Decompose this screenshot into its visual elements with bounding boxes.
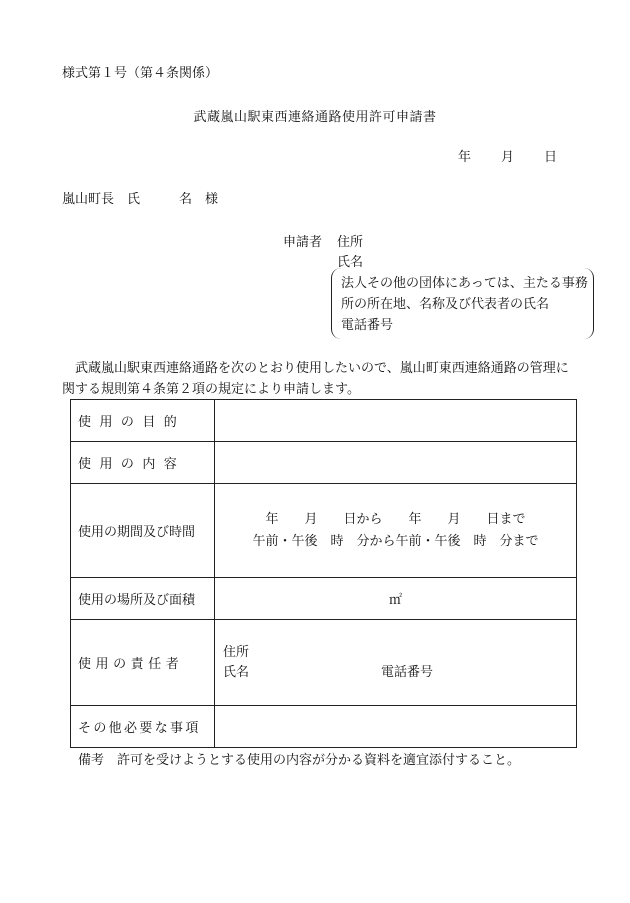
- content-label: 使用の内容: [71, 441, 215, 483]
- date-day: 日: [544, 150, 558, 165]
- date-month: 月: [501, 150, 515, 165]
- period-date-line: 年 月 日から 年 月 日まで: [265, 511, 526, 527]
- applicant-name-label: 氏名: [337, 255, 364, 270]
- responsible-name-label: 氏名: [223, 664, 250, 680]
- remarks-note: 備考 許可を受けようとする使用の内容が分かる資料を適宜添付すること。: [78, 753, 521, 768]
- applicant-address-label: 住所: [337, 235, 364, 250]
- responsible-address-label: 住所: [223, 644, 250, 660]
- intro-paragraph: 武蔵嵐山駅東西連絡通路を次のとおり使用したいので、嵐山町東西連絡通路の管理に関する規則第４条第２項の規定により申請します。: [62, 361, 569, 397]
- applicant-label: 申請者: [283, 235, 323, 250]
- table-row-other: [71, 706, 577, 748]
- table-row-period: [71, 483, 577, 577]
- table-row-content: [71, 441, 577, 483]
- period-field[interactable]: [215, 483, 577, 577]
- corporate-note-block: [341, 273, 591, 336]
- date-line: [458, 150, 557, 166]
- applicant-phone-label: 電話番号: [341, 318, 394, 333]
- period-time-line: 午前・午後 時 分から午前・午後 時 分まで: [252, 533, 539, 549]
- other-field[interactable]: [215, 706, 577, 748]
- place-label: 使用の場所及び面積: [71, 578, 215, 620]
- responsible-label: 使用の責任者: [71, 620, 215, 706]
- content-field[interactable]: [215, 441, 577, 483]
- purpose-label: 使用の目的: [71, 400, 215, 442]
- period-label: 使用の期間及び時間: [71, 483, 215, 577]
- place-field[interactable]: [215, 578, 577, 620]
- document-title: 武蔵嵐山駅東西連絡通路使用許可申請書: [193, 110, 437, 125]
- corporate-note: 法人その他の団体にあっては、主たる事務所の所在地、名称及び代表者の氏名: [341, 276, 588, 312]
- table-row-purpose: [71, 400, 577, 442]
- responsible-phone-label: 電話番号: [381, 664, 434, 680]
- responsible-name-row: [223, 663, 576, 683]
- purpose-field[interactable]: [215, 400, 577, 442]
- addressee: 嵐山町長 氏 名 様: [62, 192, 219, 207]
- table-row-responsible: [71, 620, 577, 706]
- date-year: 年: [458, 150, 472, 165]
- area-unit: ㎡: [388, 593, 402, 609]
- application-table: [70, 399, 577, 748]
- form-number: 様式第１号（第４条関係）: [62, 66, 219, 81]
- table-row-place: [71, 578, 577, 620]
- responsible-field[interactable]: [215, 620, 577, 706]
- other-label: その他必要な事項: [71, 706, 215, 748]
